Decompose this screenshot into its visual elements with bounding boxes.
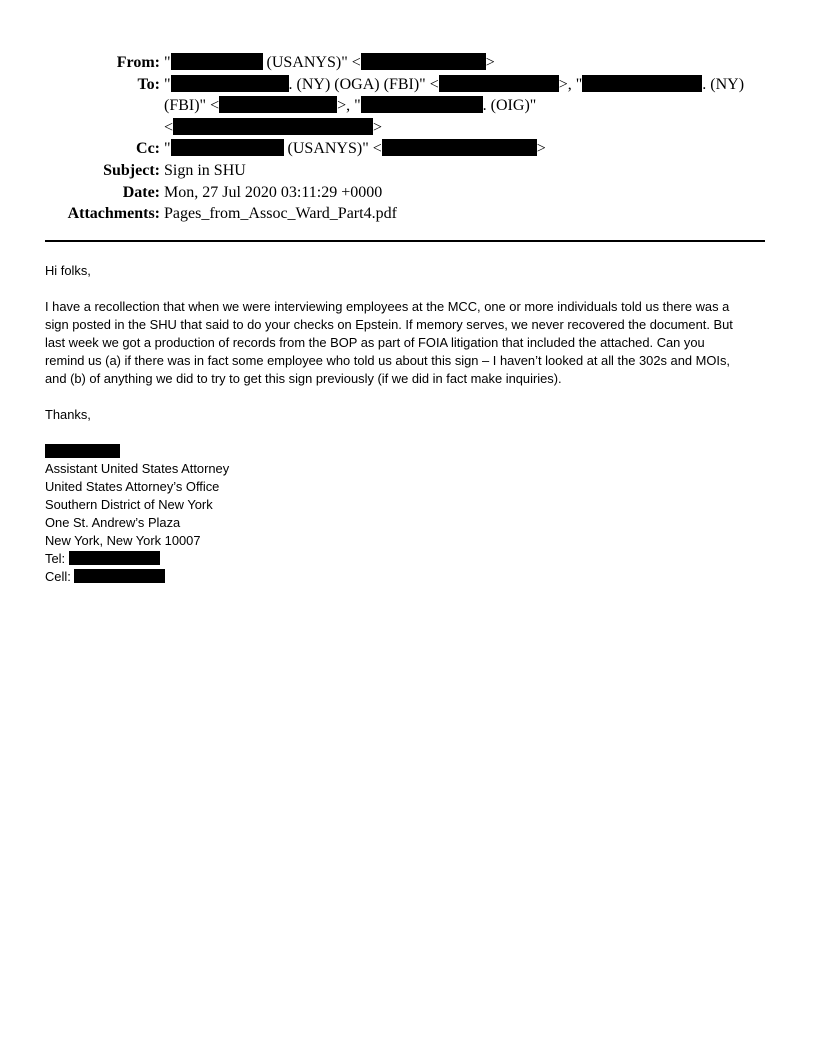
to-value xyxy=(160,74,750,139)
date-value: Mon, 27 Jul 2020 03:11:29 +0000 xyxy=(164,183,383,201)
body-line: sign posted in the SHU that said to do your checks on Epstein. If memory serves, we never recovered the document. But xyxy=(45,317,733,332)
to-text-d: . (NY) xyxy=(702,75,745,93)
from-label: From: xyxy=(116,54,160,71)
email-body xyxy=(45,262,775,586)
subject-value: Sign in SHU xyxy=(164,161,246,179)
greeting: Hi folks, xyxy=(45,263,91,278)
date-row xyxy=(0,182,816,204)
signature-address-line1: One St. Andrew’s Plaza xyxy=(45,515,181,530)
attachments-row xyxy=(0,203,816,225)
redaction-block xyxy=(219,96,337,113)
attachment-filename[interactable]: Pages_from_Assoc_Ward_Part4.pdf xyxy=(164,205,397,223)
cc-row xyxy=(0,138,816,160)
closing: Thanks, xyxy=(45,407,91,422)
to-text-c: >, " xyxy=(558,75,583,93)
signature-district: Southern District of New York xyxy=(45,497,213,512)
from-text-a: " xyxy=(164,54,171,71)
to-text-e: (FBI)" < xyxy=(164,97,220,115)
cc-text-c: > xyxy=(536,140,546,158)
from-row xyxy=(0,52,816,74)
to-text-i: > xyxy=(373,118,383,136)
from-value xyxy=(160,52,750,74)
cell-redaction xyxy=(74,569,165,583)
redaction-block xyxy=(171,53,263,70)
redaction-block xyxy=(171,139,284,156)
to-text-a: " xyxy=(164,75,171,93)
to-text-b: . (NY) (OGA) (FBI)" < xyxy=(288,75,439,93)
signature-address-line2: New York, New York 10007 xyxy=(45,533,201,548)
signature-office: United States Attorney’s Office xyxy=(45,479,220,494)
to-text-f: >, " xyxy=(337,97,361,115)
redaction-block xyxy=(582,75,702,92)
to-text-g: . (OIG)" xyxy=(482,97,537,115)
to-row xyxy=(0,74,816,139)
cc-text-a: " xyxy=(164,140,171,158)
cc-label: Cc: xyxy=(136,140,160,158)
header-divider xyxy=(45,240,765,242)
body-line: I have a recollection that when we were interviewing employees at the MCC, one or more individuals told us there was a xyxy=(45,299,730,314)
attachments-label: Attachments: xyxy=(67,205,160,223)
subject-label: Subject: xyxy=(103,161,160,179)
cc-text-b: (USANYS)" < xyxy=(283,140,382,158)
to-label: To: xyxy=(137,75,160,93)
date-label: Date: xyxy=(122,183,160,201)
redaction-block xyxy=(361,53,486,70)
from-text-c: > xyxy=(485,54,495,71)
tel-redaction xyxy=(69,551,160,565)
cell-label: Cell: xyxy=(45,569,75,584)
redaction-block xyxy=(382,139,537,156)
cc-value xyxy=(160,138,750,160)
body-line: last week we got a production of records from the BOP as part of FOIA litigation that included the attached. Can you xyxy=(45,335,705,350)
redaction-block xyxy=(173,118,373,135)
signature-title: Assistant United States Attorney xyxy=(45,461,230,476)
redaction-block xyxy=(361,96,483,113)
body-line: and (b) of anything we did to try to get this sign previously (if we did in fact make inquiries). xyxy=(45,371,562,386)
body-line: remind us (a) if there was in fact some employee who told us about this sign – I haven’t looked at all the 302s and MOIs, xyxy=(45,353,730,368)
redaction-block xyxy=(171,75,289,92)
signature-tel xyxy=(45,550,775,568)
subject-row xyxy=(0,160,816,182)
email-header xyxy=(0,52,816,225)
from-text-b: (USANYS)" < xyxy=(262,54,361,71)
tel-label: Tel: xyxy=(45,551,69,566)
signature-name-redaction xyxy=(45,444,120,458)
signature-cell xyxy=(45,568,775,586)
redaction-block xyxy=(439,75,559,92)
to-text-h: < xyxy=(164,118,174,136)
